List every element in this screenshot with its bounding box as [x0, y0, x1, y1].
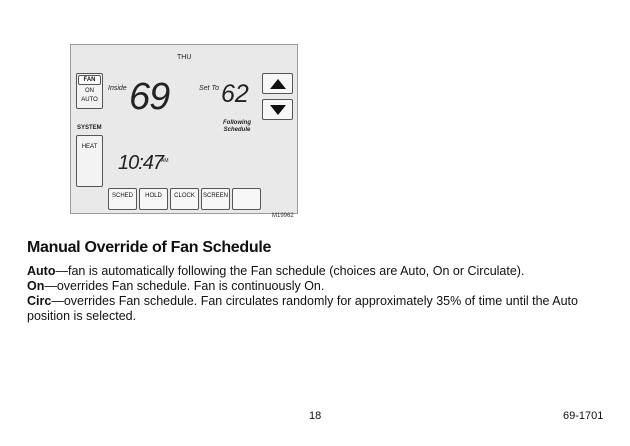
term-on: On — [27, 279, 45, 293]
item-auto — [27, 264, 612, 279]
page-number: 18 — [309, 410, 322, 422]
screen-button: SCREEN — [201, 188, 230, 210]
fan-button: FAN — [78, 75, 101, 85]
day-label: THU — [177, 54, 192, 61]
fan-option-on: ON — [85, 88, 94, 94]
fan-option-auto: AUTO — [81, 97, 98, 103]
system-label: SYSTEM — [77, 125, 102, 131]
desc-auto: —fan is automatically following the Fan schedule (choices are Auto, On or Circulate). — [55, 264, 525, 278]
set-to-label: Set To — [199, 85, 219, 92]
hold-button: HOLD — [139, 188, 168, 210]
blank-button — [232, 188, 261, 210]
schedule-status — [215, 120, 259, 134]
inside-label: Inside — [108, 85, 127, 92]
desc-circ: —overrides Fan schedule. Fan circulates randomly for approximately 35% of time until the Auto position is selected. — [27, 294, 578, 323]
system-mode-panel: HEAT — [76, 135, 103, 187]
term-circ: Circ — [27, 294, 52, 308]
setpoint-temperature: 62 — [221, 80, 249, 108]
thermostat-figure — [70, 44, 298, 214]
clock-time: 10:47 — [118, 152, 164, 174]
status-line-1: Following — [223, 120, 251, 126]
temp-up-button — [262, 73, 293, 94]
clock-button: CLOCK — [170, 188, 199, 210]
item-circ — [27, 294, 612, 324]
clock-ampm: AM — [161, 158, 169, 164]
term-auto: Auto — [27, 264, 56, 278]
temp-down-button — [262, 99, 293, 120]
status-line-2: Schedule — [223, 127, 251, 133]
figure-id: M19962 — [272, 213, 294, 219]
item-on — [27, 279, 612, 294]
section-title: Manual Override of Fan Schedule — [27, 239, 272, 256]
fan-panel — [76, 73, 103, 109]
inside-temperature: 69 — [129, 76, 170, 118]
sched-button: SCHED — [108, 188, 137, 210]
down-arrow-icon — [270, 105, 286, 115]
document-number: 69-1701 — [563, 410, 604, 422]
desc-on: —overrides Fan schedule. Fan is continuously On. — [44, 279, 325, 293]
up-arrow-icon — [270, 79, 286, 89]
